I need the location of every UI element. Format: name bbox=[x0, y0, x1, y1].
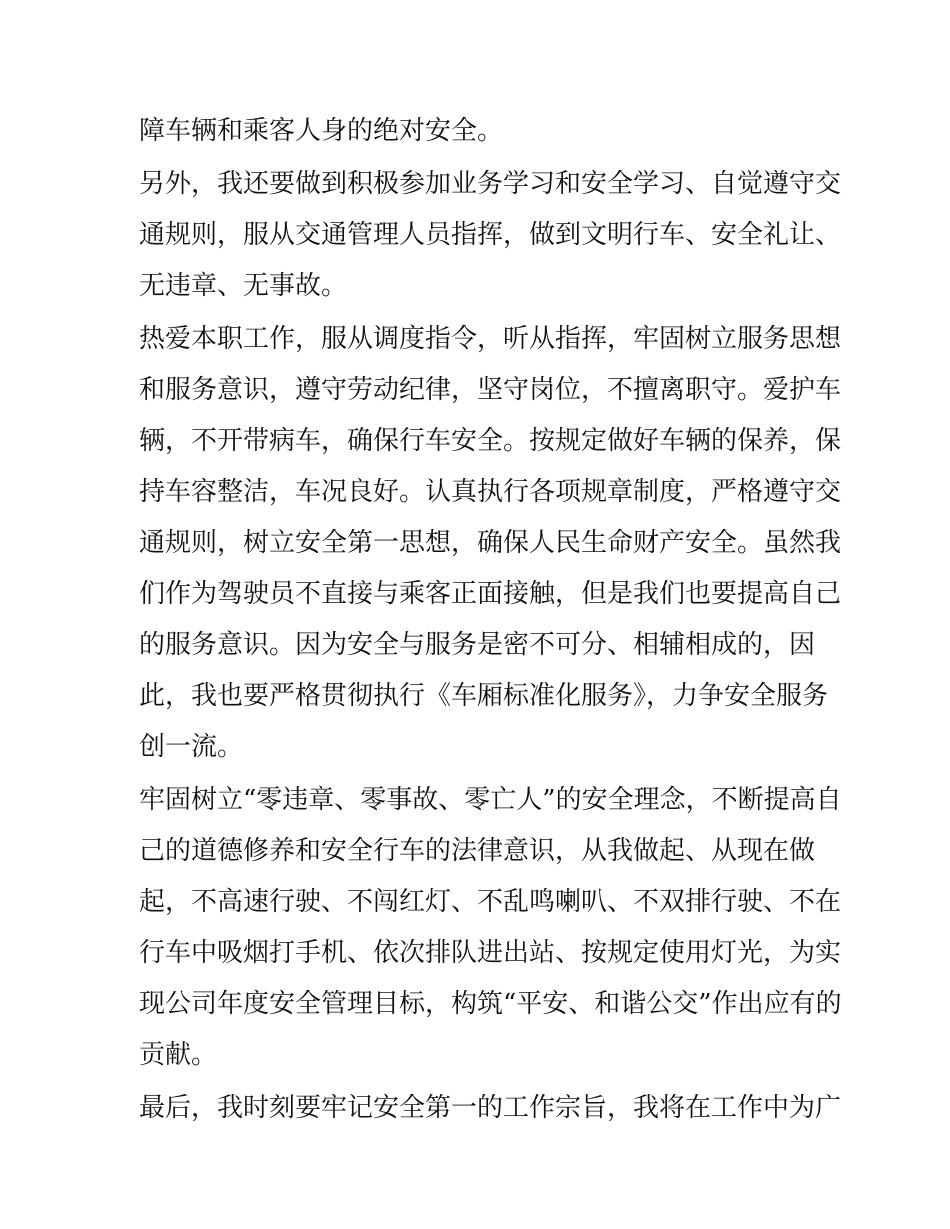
paragraph-2 bbox=[139, 159, 842, 312]
text-line: 辆，不开带病车，确保行车安全。按规定做好车辆的保养，保 bbox=[139, 426, 842, 456]
paragraph-5 bbox=[139, 1083, 842, 1134]
text-line: 持车容整洁，车况良好。认真执行各项规章制度，严格遵守交 bbox=[139, 477, 842, 507]
paragraph-4 bbox=[139, 775, 842, 1081]
document-body bbox=[139, 106, 842, 1134]
text-line: 和服务意识，遵守劳动纪律，坚守岗位，不擅离职守。爱护车 bbox=[139, 375, 842, 405]
text-line: 最后，我时刻要牢记安全第一的工作宗旨，我将在工作中为广 bbox=[139, 1093, 842, 1123]
text-line: 无违章、无事故。 bbox=[139, 271, 348, 301]
text-line: 牢固树立“零违章、零事故、零亡人”的安全理念，不断提高自 bbox=[139, 785, 842, 815]
text-line: 此，我也要严格贯彻执行《车厢标准化服务》，力争安全服务 bbox=[139, 681, 829, 711]
text-line: 行车中吸烟打手机、依次排队进出站、按规定使用灯光，为实 bbox=[139, 938, 842, 968]
text-line: 己的道德修养和安全行车的法律意识，从我做起、从现在做 bbox=[139, 836, 816, 866]
text-line: 障车辆和乘客人身的绝对安全。 bbox=[139, 116, 504, 146]
text-line: 的服务意识。因为安全与服务是密不可分、相辅相成的，因 bbox=[139, 630, 816, 660]
text-line: 现公司年度安全管理目标，构筑“平安、和谐公交”作出应有的 bbox=[139, 989, 842, 1019]
text-line: 通规则，服从交通管理人员指挥，做到文明行车、安全礼让、 bbox=[139, 220, 842, 250]
text-line: 创一流。 bbox=[139, 732, 244, 762]
text-line: 贡献。 bbox=[139, 1040, 218, 1070]
text-line: 通规则，树立安全第一思想，确保人民生命财产安全。虽然我 bbox=[139, 528, 842, 558]
paragraph-3 bbox=[139, 314, 842, 773]
text-line: 起，不高速行驶、不闯红灯、不乱鸣喇叭、不双排行驶、不在 bbox=[139, 887, 842, 917]
paragraph-1 bbox=[139, 106, 814, 157]
text-line: 热爱本职工作，服从调度指令，听从指挥，牢固树立服务思想 bbox=[139, 324, 842, 354]
text-line: 另外，我还要做到积极参加业务学习和安全学习、自觉遵守交 bbox=[139, 169, 842, 199]
text-line: 们作为驾驶员不直接与乘客正面接触，但是我们也要提高自己 bbox=[139, 579, 842, 609]
